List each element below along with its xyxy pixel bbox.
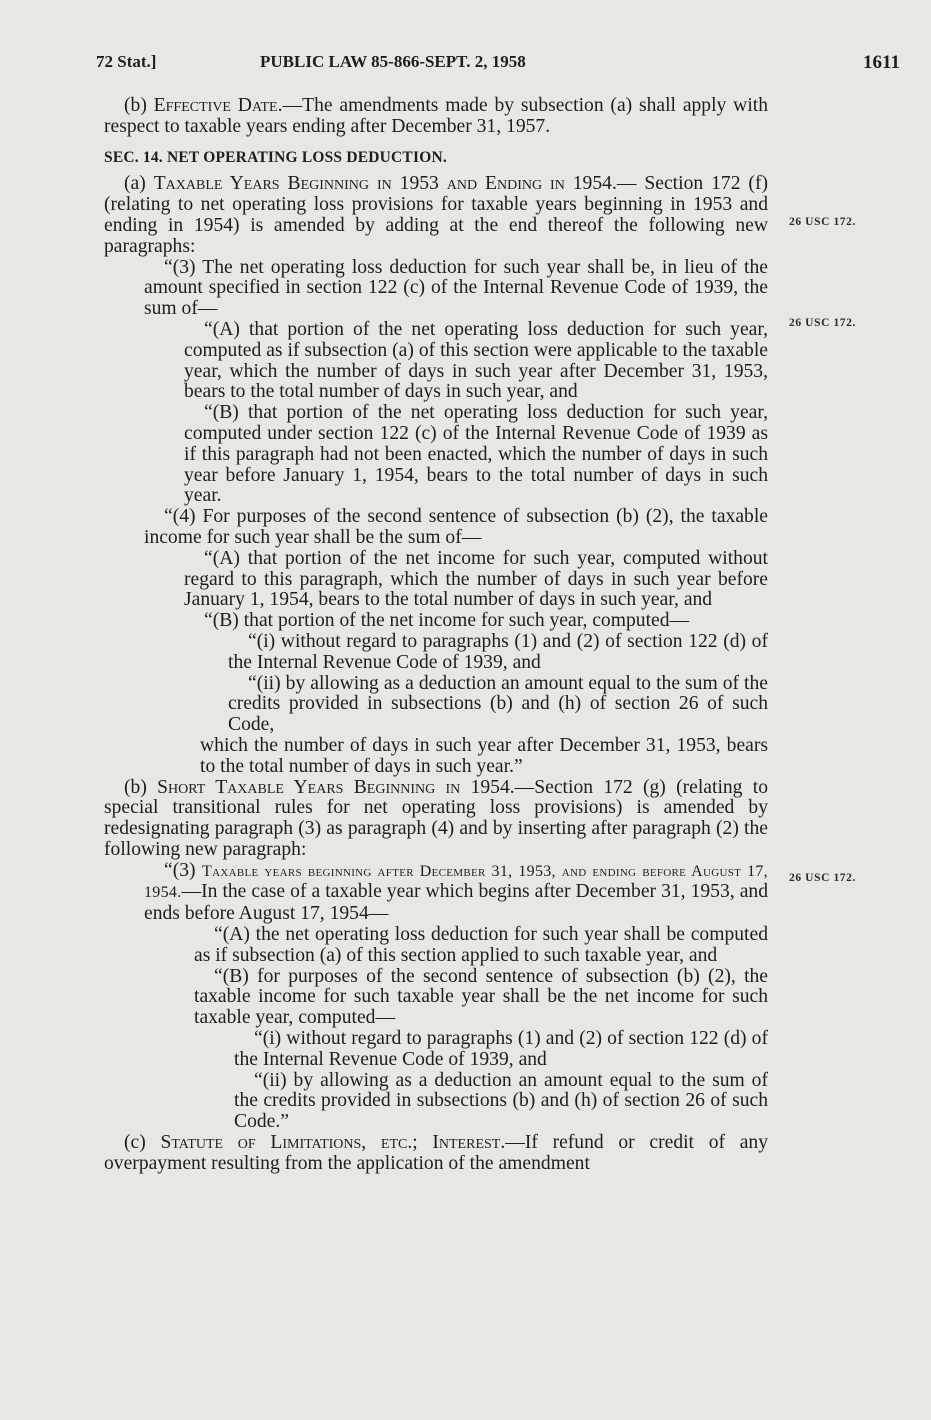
paragraph-a-3-A: “(A) that portion of the net operating loss deduction for such year, computed as if subsection (a) of this section were applicable to the taxable year, which the number of days in such year after December 31, 1953, bears to the total number of days in such year, and (184, 318, 768, 403)
margin-citation-1: 26 USC 172. (789, 216, 856, 228)
heading-statute-of-limitations: Statute of Limitations, etc.; Interest. (160, 1132, 506, 1154)
paragraph-a-4-B-i: “(i) without regard to paragraphs (1) and (2) of section 122 (d) of the Internal Revenue Code of 1939, and (228, 630, 768, 673)
paragraph-a-4-B-ii: “(ii) by allowing as a deduction an amount equal to the sum of the credits provided in subsections (b) and (h) of section 26 of such Code, (228, 672, 768, 736)
volume-reference: 72 Stat.] (96, 52, 157, 71)
paragraph-a-3: “(3) The net operating loss deduction for such year shall be, in lieu of the amount specified in section 122 (c) of the Internal Revenue Code of 1939, the sum of— (144, 256, 768, 320)
paragraph-b-short-taxable-years: (b) Short Taxable Years Beginning in 1954.—Section 172 (g) (relating to special transitional rules for net operating loss provisions) is amended by redesignating paragraph (3) as paragraph (4) and by inserting after paragraph (2) the following new paragraph: (104, 776, 769, 860)
page-number: 1611 (863, 52, 900, 73)
paragraph-c-statute-of-limitations: (c) Statute of Limitations, etc.; Interest.—If refund or credit of any overpayment resulting from the application of the amendment (104, 1132, 768, 1174)
statute-text (104, 96, 768, 1175)
paragraph-a-4: “(4) For purposes of the second sentence of subsection (b) (2), the taxable income for such year shall be the sum of— (144, 506, 768, 548)
running-header (96, 52, 906, 78)
section-14-heading: SEC. 14. NET OPERATING LOSS DEDUCTION. (104, 148, 447, 166)
heading-taxable-years-1953-1954-august: Taxable years beginning after December 31, 1953, and ending before August 17, 1954. (144, 862, 768, 902)
paragraph-a-4-A: “(A) that portion of the net income for such year, computed without regard to this paragraph, which the number of days in such year before January 1, 1954, bears to the total number of days in such year, and (184, 547, 768, 611)
heading-short-taxable-years: Short Taxable Years Beginning in 1954. (157, 776, 515, 798)
paragraph-b-3-B: “(B) for purposes of the second sentence of subsection (b) (2), the taxable income for such taxable year shall be the net income for such taxable year, computed— (194, 965, 768, 1029)
paragraph-a-4-B: “(B) that portion of the net income for such year, computed— (204, 610, 690, 632)
margin-citation-3: 26 USC 172. (789, 872, 856, 884)
heading-taxable-years-1953-1954: Taxable Years Beginning in 1953 and Ending in 1954. (153, 173, 617, 195)
margin-citation-2: 26 USC 172. (789, 317, 856, 329)
paragraph-b-3-B-ii: “(ii) by allowing as a deduction an amount equal to the sum of the credits provided in subsections (b) and (h) of section 26 of such Code.” (234, 1069, 768, 1133)
paragraph-a: (a) Taxable Years Beginning in 1953 and Ending in 1954.— Section 172 (f) (relating to net operating loss provisions for taxable years beginning in 1953 and ending in 1954) is amended by adding at the end thereof the following new paragraphs: (104, 173, 768, 257)
heading-effective-date: Effective Date. (153, 95, 283, 116)
law-title: PUBLIC LAW 85-866-SEPT. 2, 1958 (260, 52, 526, 71)
paragraph-b-3-B-i: “(i) without regard to paragraphs (1) and (2) of section 122 (d) of the Internal Revenue Code of 1939, and (234, 1028, 768, 1070)
paragraph-b-3-A: “(A) the net operating loss deduction for such year shall be computed as if subsection (a) of this section applied to such taxable year, and (194, 924, 768, 966)
paragraph-b-3: “(3) Taxable years beginning after December 31, 1953, and ending before August 17, 1954.—In the case of a taxable year which begins after December 31, 1953, and ends before August 17, 1954— (144, 859, 768, 925)
paragraph-a-4-B-tail: which the number of days in such year after December 31, 1953, bears to the total number of days in such year.” (200, 734, 768, 777)
paragraph-b-effective-date: (b) Effective Date.—The amendments made by subsection (a) shall apply with respect to taxable years ending after December 31, 1957. (104, 95, 769, 137)
paragraph-a-3-B: “(B) that portion of the net operating loss deduction for such year, computed under section 122 (c) of the Internal Revenue Code of 1939 as if this paragraph had not been enacted, which the number of days in such year before January 1, 1954, bears to the total number of days in such year. (184, 402, 768, 507)
